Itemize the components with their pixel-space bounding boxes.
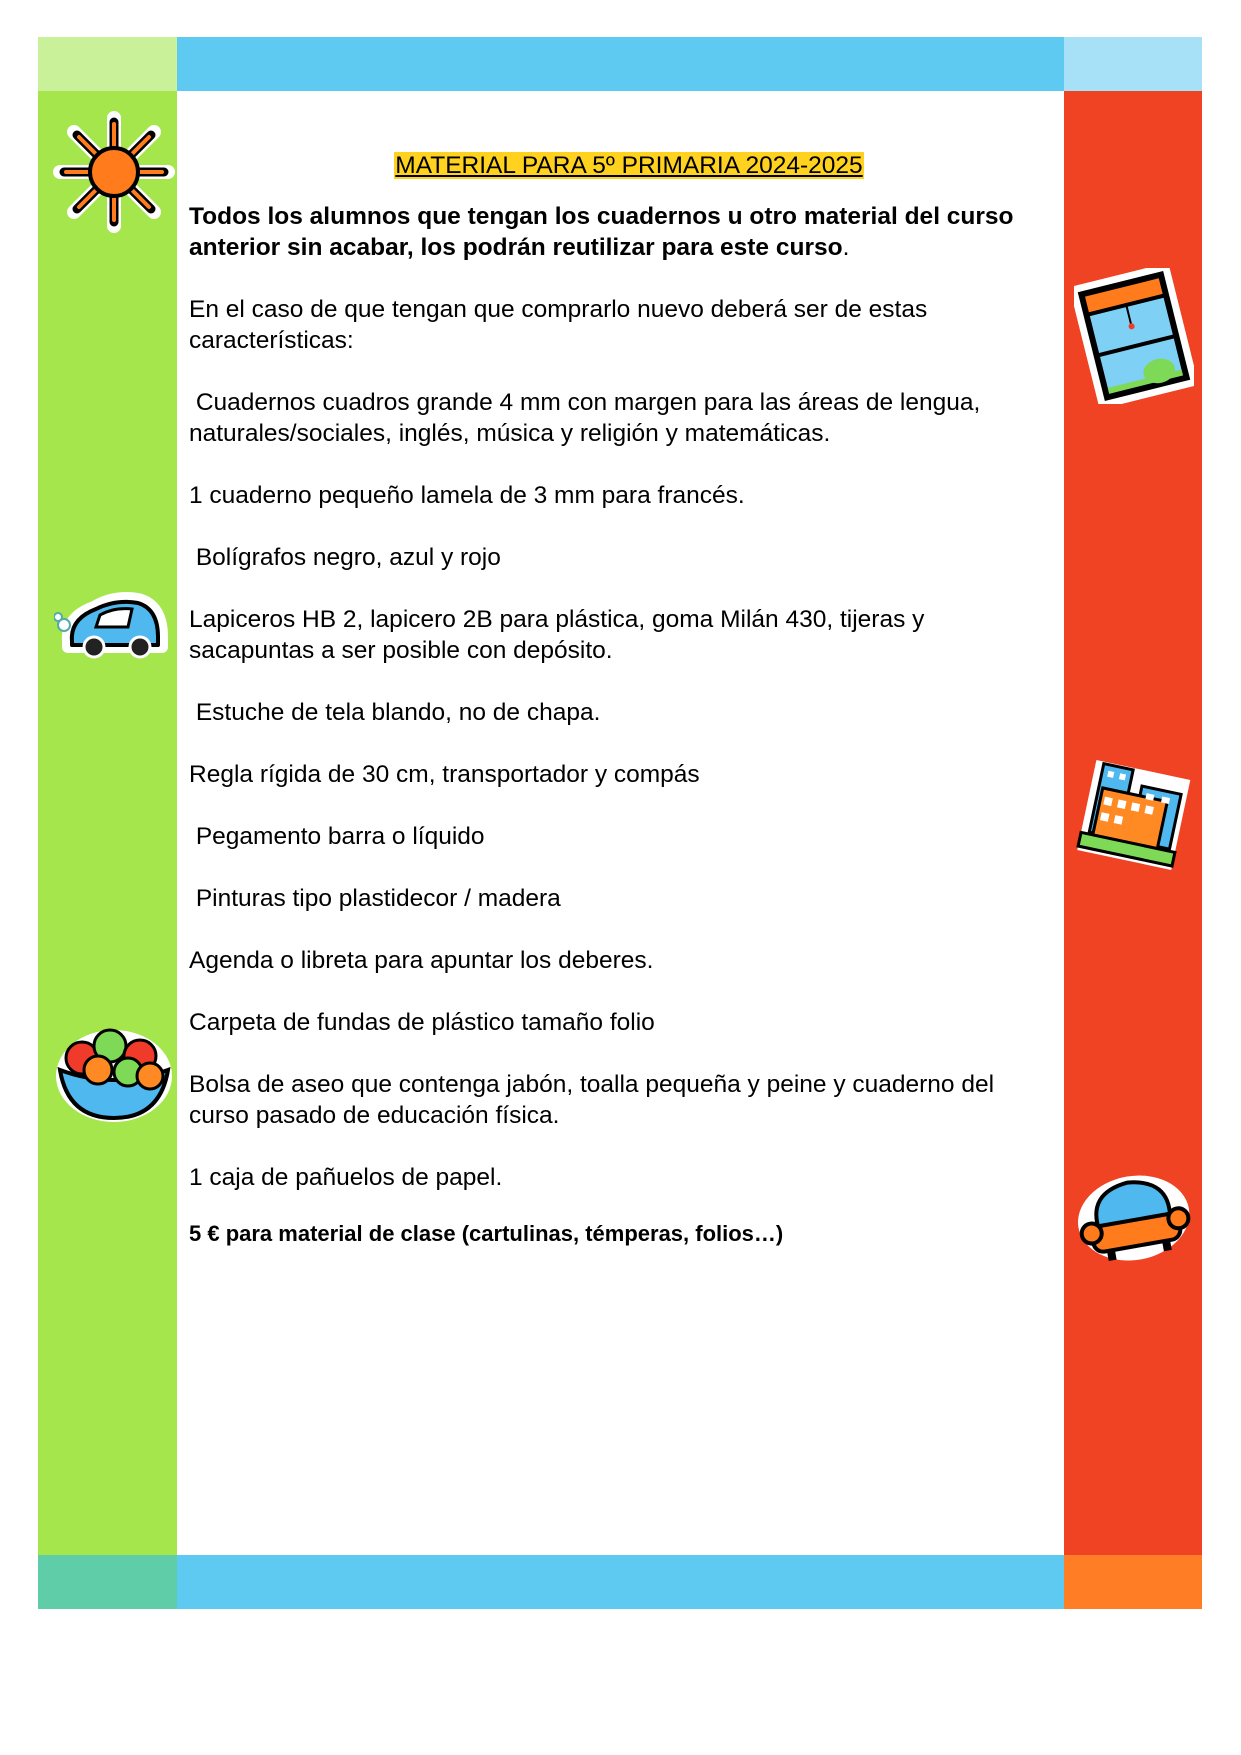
title-text: MATERIAL PARA 5º PRIMARIA 2024-2025 xyxy=(395,152,863,179)
armchair-icon xyxy=(1072,1170,1196,1270)
bottom-right-corner xyxy=(1064,1555,1202,1609)
money-note: 5 € para material de clase (cartulinas, témperas, folios…) xyxy=(189,1221,784,1246)
list-item: Pinturas tipo plastidecor / madera xyxy=(189,885,561,912)
sun-icon xyxy=(52,110,176,234)
list-item: 1 cuaderno pequeño lamela de 3 mm para francés. xyxy=(189,482,745,509)
bottom-left-corner xyxy=(38,1555,177,1609)
list-item: Pegamento barra o líquido xyxy=(189,823,485,850)
car-icon xyxy=(54,585,172,665)
list-item: Carpeta de fundas de plástico tamaño folio xyxy=(189,1009,655,1036)
list-item: Agenda o libreta para apuntar los deberes. xyxy=(189,947,654,974)
left-border xyxy=(38,91,177,1555)
top-border xyxy=(177,37,1064,91)
list-item: En el caso de que tengan que comprarlo nuevo deberá ser de estas características: xyxy=(189,296,935,354)
top-left-corner xyxy=(38,37,177,91)
intro-paragraph xyxy=(189,201,1049,263)
list-item: Regla rígida de 30 cm, transportador y compás xyxy=(189,761,700,788)
window-icon xyxy=(1074,268,1194,404)
intro-tail-text: . xyxy=(842,234,850,261)
list-item: Bolsa de aseo que contenga jabón, toalla pequeña y peine y cuaderno del curso pasado de educación física. xyxy=(189,1071,1001,1129)
fruit-bowl-icon xyxy=(52,1010,176,1126)
document-body xyxy=(189,150,1049,1271)
list-item: Lapiceros HB 2, lapicero 2B para plástica, goma Milán 430, tijeras y sacapuntas a ser posible con depósito. xyxy=(189,606,932,664)
list-item: Estuche de tela blando, no de chapa. xyxy=(189,699,601,726)
page-title xyxy=(189,150,1049,181)
bottom-border xyxy=(177,1555,1064,1609)
intro-bold-text: Todos los alumnos que tengan los cuadernos u otro material del curso anterior sin acabar, los podrán reutilizar para este curso xyxy=(189,203,1014,261)
top-right-corner xyxy=(1064,37,1202,91)
list-item: Bolígrafos negro, azul y rojo xyxy=(189,544,501,571)
building-icon xyxy=(1076,755,1192,873)
list-item: 1 caja de pañuelos de papel. xyxy=(189,1164,503,1191)
list-item: Cuadernos cuadros grande 4 mm con margen para las áreas de lengua, naturales/sociales, inglés, música y religión y matemáticas. xyxy=(189,389,988,447)
